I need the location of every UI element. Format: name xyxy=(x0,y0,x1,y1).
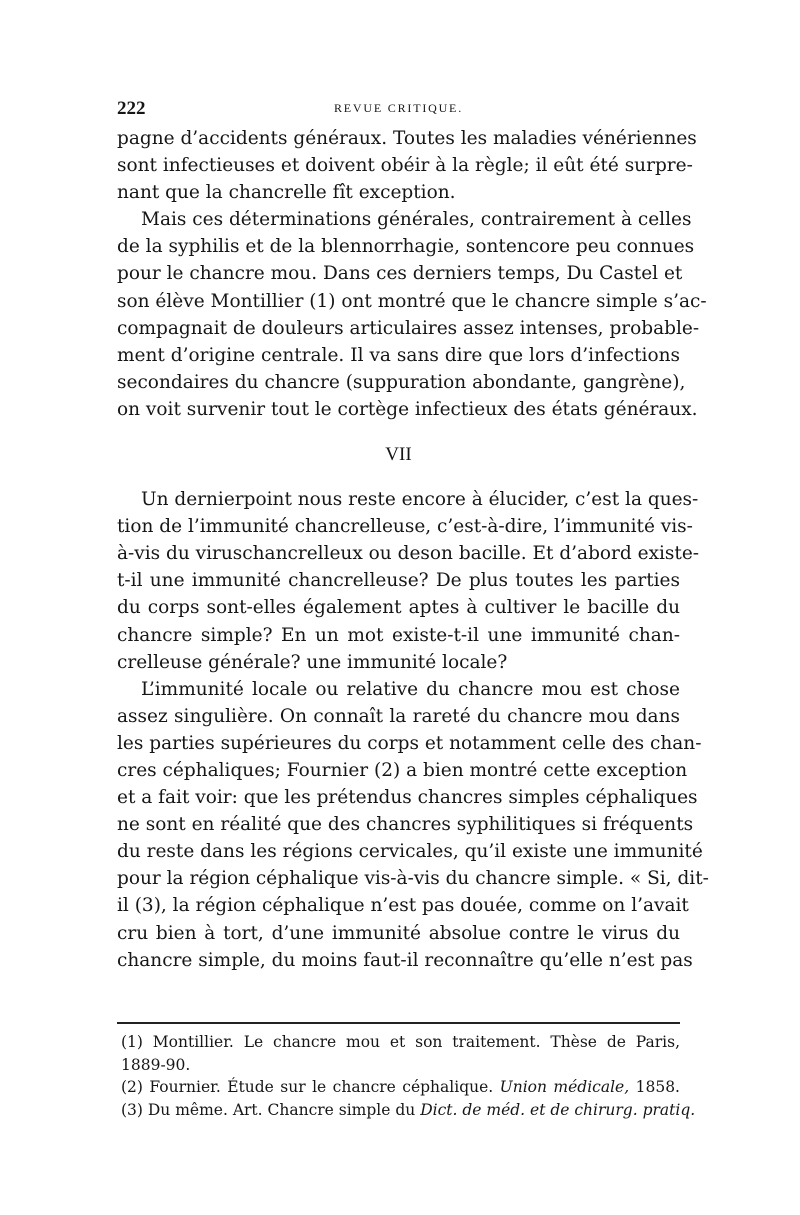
text-line: on voit survenir tout le cortège infectieux des états généraux. xyxy=(117,398,698,420)
text-line: il (3), la région céphalique n’est pas douée, comme on l’avait xyxy=(117,895,689,917)
text-line: L’immunité locale ou relative du chancre mou est chose xyxy=(141,678,680,700)
text-line: de la syphilis et de la blennorrhagie, sontencore peu connues xyxy=(117,236,695,258)
footnote-3-source: Dict. de méd. et de chirurg. pratiq. xyxy=(420,1100,696,1119)
text-line: cres céphaliques; Fournier (2) a bien montré cette exception xyxy=(117,759,688,781)
text-line: son élève Montillier (1) ont montré que le chancre simple s’ac- xyxy=(117,290,707,312)
text-line: pour la région céphalique vis-à-vis du chancre simple. « Si, dit- xyxy=(117,868,709,890)
text-line: pagne d’accidents généraux. Toutes les maladies vénériennes xyxy=(117,128,697,149)
paragraph xyxy=(117,676,709,974)
footnote-1-continuation: 1889-90. xyxy=(121,1055,191,1074)
footnotes xyxy=(117,1031,696,1121)
text-line: et a fait voir: que les prétendus chancres simples céphaliques xyxy=(117,787,698,809)
text-line: du corps sont-elles également aptes à cultiver le bacille du xyxy=(117,597,680,619)
footnote-2-year: 1858. xyxy=(635,1078,680,1096)
text-line: nant que la chancrelle fît exception. xyxy=(117,182,456,204)
text-line: compagnait de douleurs articulaires assez intenses, probable- xyxy=(117,317,700,339)
paragraph xyxy=(117,206,707,423)
page-number: 222 xyxy=(117,98,146,119)
footnote-2-text: (2) Fournier. Étude sur le chancre céphalique. xyxy=(121,1078,494,1096)
text-line: à-vis du viruschancrelleux ou deson bacille. Et d’abord existe- xyxy=(117,543,700,565)
page-header xyxy=(117,98,680,122)
text-line: les parties supérieures du corps et notamment celle des chan- xyxy=(117,732,702,754)
text-line: crelleuse générale? une immunité locale? xyxy=(117,651,508,673)
text-line: secondaires du chancre (suppuration abondante, gangrène), xyxy=(117,371,686,393)
paragraph xyxy=(117,486,700,676)
footnote-3-text: (3) Du même. Art. Chancre simple du xyxy=(121,1100,416,1119)
section-heading: VII xyxy=(385,444,412,466)
text-line: du reste dans les régions cervicales, qu’il existe une immunité xyxy=(117,841,703,863)
section-spacer xyxy=(117,477,680,486)
footnote-3 xyxy=(117,1099,696,1122)
text-line: ne sont en réalité que des chancres syphilitiques si fréquents xyxy=(117,814,694,836)
text-line: ment d’origine centrale. Il va sans dire que lors d’infections xyxy=(117,344,680,366)
text-line: tion de l’immunité chancrelleuse, c’est-à-dire, l’immunité vis- xyxy=(117,516,693,538)
book-page xyxy=(117,0,709,1215)
page-body xyxy=(117,125,709,974)
running-head: REVUE CRITIQUE. xyxy=(334,101,463,115)
footnote-rule xyxy=(117,1022,680,1024)
footnote-2 xyxy=(117,1076,680,1099)
text-line: chancre simple? En un mot existe-t-il une immunité chan- xyxy=(117,624,680,646)
paragraph-continuation xyxy=(117,125,697,206)
text-line: chancre simple, du moins faut-il reconnaître qu’elle n’est pas xyxy=(117,949,693,971)
text-line: cru bien à tort, d’une immunité absolue contre le virus du xyxy=(117,922,680,944)
text-line: t-il une immunité chancrelleuse? De plus toutes les parties xyxy=(117,570,680,592)
text-line: pour le chancre mou. Dans ces derniers temps, Du Castel et xyxy=(117,263,683,285)
footnote-2-journal: Union médicale, xyxy=(499,1078,630,1096)
text-line: assez singulière. On connaît la rareté du chancre mou dans xyxy=(117,705,680,727)
text-line: Un dernierpoint nous reste encore à élucider, c’est la ques- xyxy=(141,489,699,511)
section-spacer xyxy=(117,423,680,432)
text-line: sont infectieuses et doivent obéir à la règle; il eût été surpre- xyxy=(117,155,693,177)
text-line: Mais ces déterminations générales, contrairement à celles xyxy=(141,209,692,231)
footnote-1: (1) Montillier. Le chancre mou et son traitement. Thèse de Paris, xyxy=(121,1033,680,1051)
